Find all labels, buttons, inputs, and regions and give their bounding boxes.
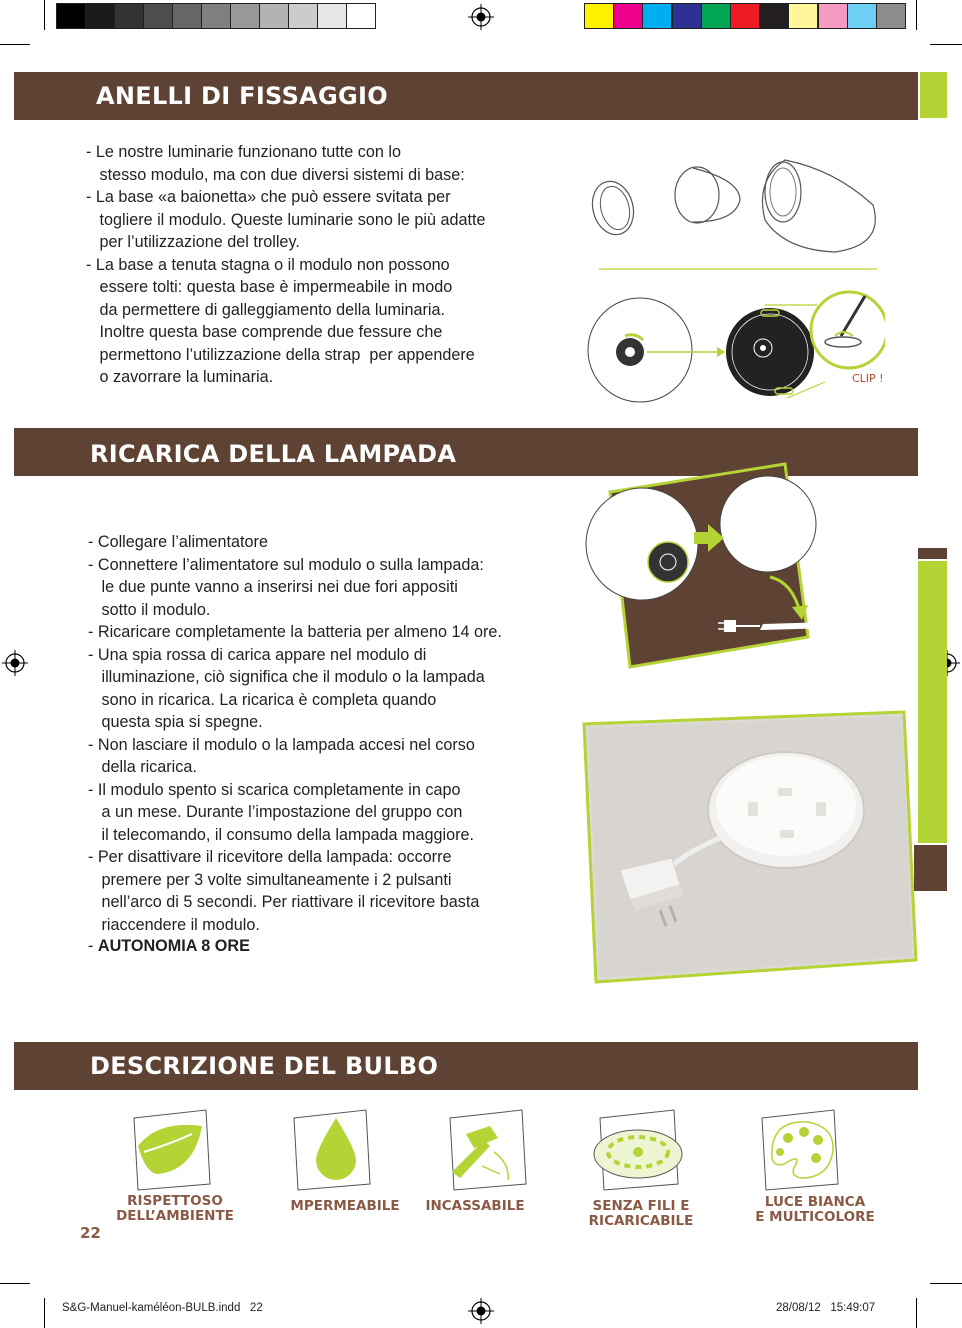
cmyk-swatch <box>613 3 643 29</box>
gray-swatch <box>317 3 347 29</box>
crop-mark <box>44 0 45 30</box>
text-line: - Il modulo spento si scarica completamente in capo <box>88 780 461 799</box>
brown-edge-tab <box>918 548 947 559</box>
text-line: il telecomando, il consumo della lampada maggiore. <box>88 825 475 844</box>
green-edge-tab <box>918 561 947 843</box>
text-line: - La base «a baionetta» che può essere svitata per <box>86 188 451 206</box>
text-line: - Non lasciare il modulo o la lampada accesi nel corso <box>88 735 475 754</box>
hammer-icon <box>446 1108 530 1192</box>
text-line: - La base a tenuta stagna o il modulo non possono <box>86 255 450 274</box>
registration-mark-icon <box>2 650 28 676</box>
text-line: le due punte vanno a inserirsi nei due fori appositi <box>88 578 458 596</box>
footer-timestamp: 28/08/12 15:49:07 <box>776 1302 876 1314</box>
footer-filename: S&G-Manuel-kaméléon-BULB.indd 22 <box>62 1302 263 1314</box>
text-line: - Una spia rossa di carica appare nel modulo di <box>88 645 427 664</box>
registration-mark-icon <box>468 1298 494 1324</box>
icon-label: RISPETTOSO DELL’AMBIENTE <box>116 1193 234 1224</box>
gray-swatch <box>288 3 318 29</box>
text-line: illuminazione, ciò significa che il modulo o la lampada <box>88 668 485 686</box>
gray-swatch <box>56 3 86 29</box>
text-line: questa spia si spegne. <box>88 713 263 731</box>
text-line: o zavorrare la luminaria. <box>86 368 274 386</box>
crop-mark <box>930 1283 962 1284</box>
gray-swatch <box>259 3 289 29</box>
text-line: togliere il modulo. Queste luminarie sono le più adatte <box>86 210 486 229</box>
cmyk-swatch <box>788 3 818 29</box>
text-line: stesso modulo, ma con due diversi sistemi di base: <box>86 165 465 184</box>
crop-mark <box>0 1283 30 1284</box>
clip-label: CLIP ! <box>852 372 884 385</box>
cmyk-swatch <box>730 3 760 29</box>
text-line: della ricarica. <box>88 758 197 776</box>
text-line: - Per disattivare il ricevitore della lampada: occorre <box>88 848 452 866</box>
gray-swatch <box>85 3 115 29</box>
base-ring-illustration <box>585 150 885 410</box>
crop-mark <box>930 44 962 45</box>
icon-label: SENZA FILI E RICARICABILE <box>588 1198 694 1229</box>
cmyk-swatch <box>672 3 702 29</box>
text-line: essere tolti: questa base è impermeabile in modo <box>86 278 453 296</box>
fissaggio-text <box>86 141 486 389</box>
text-line: - Connettere l’alimentatore sul modulo o sulla lampada: <box>88 555 484 574</box>
autonomy-line <box>88 935 250 958</box>
registration-mark-icon <box>468 4 494 30</box>
charger-photo <box>580 710 920 990</box>
cmyk-swatch <box>759 3 789 29</box>
text-line: sotto il modulo. <box>88 600 211 619</box>
autonomy-prefix: - <box>88 937 98 955</box>
icon-label: LUCE BIANCA E MULTICOLORE <box>755 1194 875 1225</box>
section-header-fissaggio <box>14 72 918 120</box>
icon-label: MPERMEABILE <box>290 1198 400 1214</box>
cmyk-swatch <box>818 3 848 29</box>
icon-label: INCASSABILE <box>425 1198 525 1214</box>
crop-mark <box>916 0 917 30</box>
text-line: permettono l’utilizzazione della strap per appendere <box>86 345 475 364</box>
autonomy-text: AUTONOMIA 8 ORE <box>97 937 250 955</box>
cmyk-swatch <box>642 3 672 29</box>
green-edge-tab <box>920 72 947 118</box>
charging-diagram <box>580 462 850 672</box>
cmyk-swatch <box>847 3 877 29</box>
gray-swatch <box>172 3 202 29</box>
gray-swatch <box>143 3 173 29</box>
text-line: - Ricaricare completamente la batteria per almeno 14 ore. <box>88 623 502 641</box>
text-line: - Le nostre luminarie funzionano tutte con lo <box>86 143 401 161</box>
text-line: riaccendere il modulo. <box>88 915 260 934</box>
page-number: 22 <box>80 1224 101 1242</box>
gray-swatch <box>201 3 231 29</box>
gray-swatch <box>346 3 376 29</box>
leaf-icon <box>130 1108 214 1192</box>
text-line: Inoltre questa base comprende due fessure che <box>86 323 443 341</box>
gray-swatch <box>230 3 260 29</box>
gray-swatch <box>114 3 144 29</box>
cmyk-swatch <box>876 3 906 29</box>
text-line: premere per 3 volte simultaneamente i 2 pulsanti <box>88 870 452 889</box>
text-line: da permettere di galleggiamento della luminaria. <box>86 300 446 319</box>
text-line: sono in ricarica. La ricarica è completa quando <box>88 690 437 709</box>
text-line: - Collegare l’alimentatore <box>88 533 268 551</box>
section-title: ANELLI DI FISSAGGIO <box>96 82 388 110</box>
section-title: DESCRIZIONE DEL BULBO <box>90 1052 439 1080</box>
cmyk-swatch <box>701 3 731 29</box>
wireless-module-icon <box>590 1108 690 1192</box>
text-line: nell’arco di 5 secondi. Per riattivare il ricevitore basta <box>88 893 480 911</box>
text-line: per l’utilizzazione del trolley. <box>86 233 300 251</box>
ricarica-text <box>88 531 502 936</box>
crop-mark <box>44 1298 45 1328</box>
section-title: RICARICA DELLA LAMPADA <box>90 440 457 468</box>
water-drop-icon <box>290 1108 374 1192</box>
section-header-bulbo <box>14 1042 918 1090</box>
palette-icon <box>756 1108 846 1192</box>
crop-mark <box>0 44 30 45</box>
text-line: a un mese. Durante l’impostazione del gruppo con <box>88 803 463 821</box>
cmyk-swatch <box>584 3 614 29</box>
crop-mark <box>916 1298 917 1328</box>
